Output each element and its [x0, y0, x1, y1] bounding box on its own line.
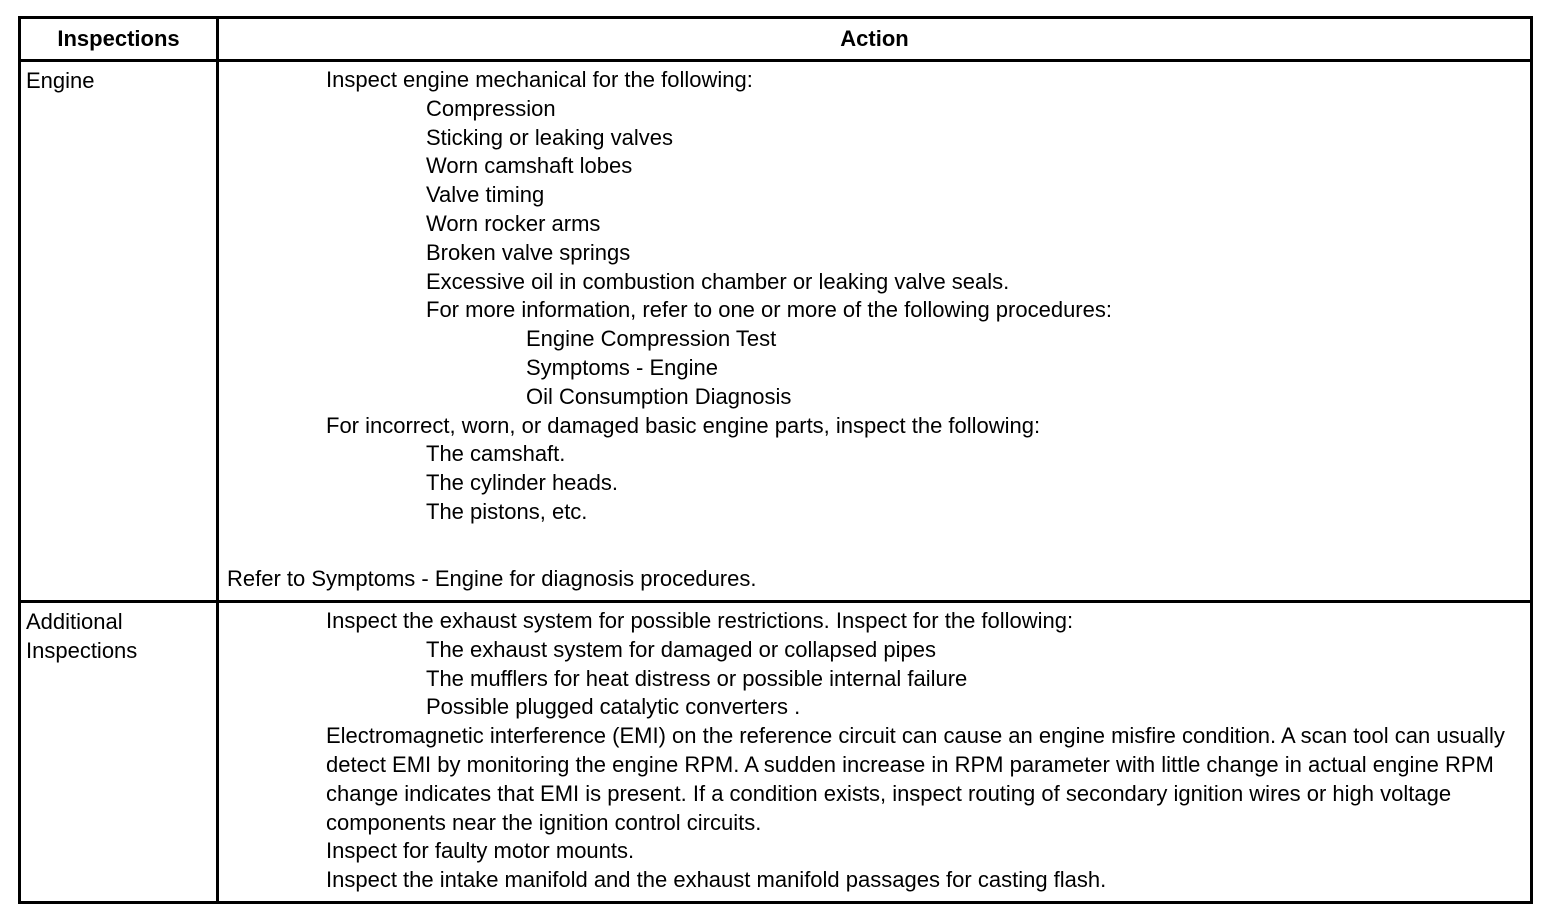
action-line: The pistons, etc.: [426, 498, 588, 524]
action-line: Worn rocker arms: [426, 210, 601, 236]
label-line: Inspections: [26, 638, 138, 663]
engine-label: Engine: [21, 62, 219, 600]
action-line: Excessive oil in combustion chamber or leaking valve seals.: [426, 268, 1010, 294]
header-action: Action: [840, 26, 909, 51]
additional-inspections-label: [21, 603, 219, 901]
action-line: For more information, refer to one or more of the following procedures:: [426, 297, 1112, 323]
action-line: Inspect the intake manifold and the exhaust manifold passages for casting flash.: [326, 867, 1107, 893]
header-inspections: Inspections: [21, 19, 219, 59]
table-row-additional-inspections: [21, 600, 1530, 901]
additional-action-cell: [219, 603, 1530, 901]
action-line: Valve timing: [426, 182, 545, 208]
action-line: The exhaust system for damaged or collapsed pipes: [426, 636, 936, 662]
blank-spacer: [227, 527, 1522, 565]
table-row-engine: [21, 59, 1530, 600]
action-line: Compression: [426, 95, 556, 121]
engine-footer-note: Refer to Symptoms - Engine for diagnosis procedures.: [227, 565, 757, 591]
action-line: Broken valve springs: [426, 239, 631, 265]
action-line: The cylinder heads.: [426, 470, 618, 496]
action-line: The camshaft.: [426, 441, 566, 467]
table-header-row: [21, 19, 1530, 59]
procedure-link-text: Oil Consumption Diagnosis: [526, 383, 792, 409]
procedure-link-text: Engine Compression Test: [526, 326, 777, 352]
action-line: Sticking or leaking valves: [426, 124, 674, 150]
label-line: Additional: [26, 609, 123, 634]
action-line: For incorrect, worn, or damaged basic engine parts, inspect the following:: [326, 412, 1041, 438]
action-line: Inspect the exhaust system for possible restrictions. Inspect for the following:: [326, 608, 1074, 633]
action-line: Inspect for faulty motor mounts.: [326, 838, 635, 864]
inspection-table: [18, 16, 1533, 904]
action-line: Possible plugged catalytic converters .: [426, 694, 801, 720]
action-line: The mufflers for heat distress or possible internal failure: [426, 665, 968, 691]
action-line: Worn camshaft lobes: [426, 153, 633, 179]
emi-paragraph: Electromagnetic interference (EMI) on the reference circuit can cause an engine misfire condition. A scan tool can usually detect EMI by monitoring the engine RPM. A sudden increase in RPM parameter with little change in actual engine RPM change indicates that EMI is present. If a condition exists, inspect routing of secondary ignition wires or high voltage components near the ignition control circuits.: [326, 723, 1505, 835]
engine-action-cell: [219, 62, 1530, 600]
action-line: Inspect engine mechanical for the following:: [326, 67, 753, 92]
procedure-link-text: Symptoms - Engine: [526, 354, 718, 380]
